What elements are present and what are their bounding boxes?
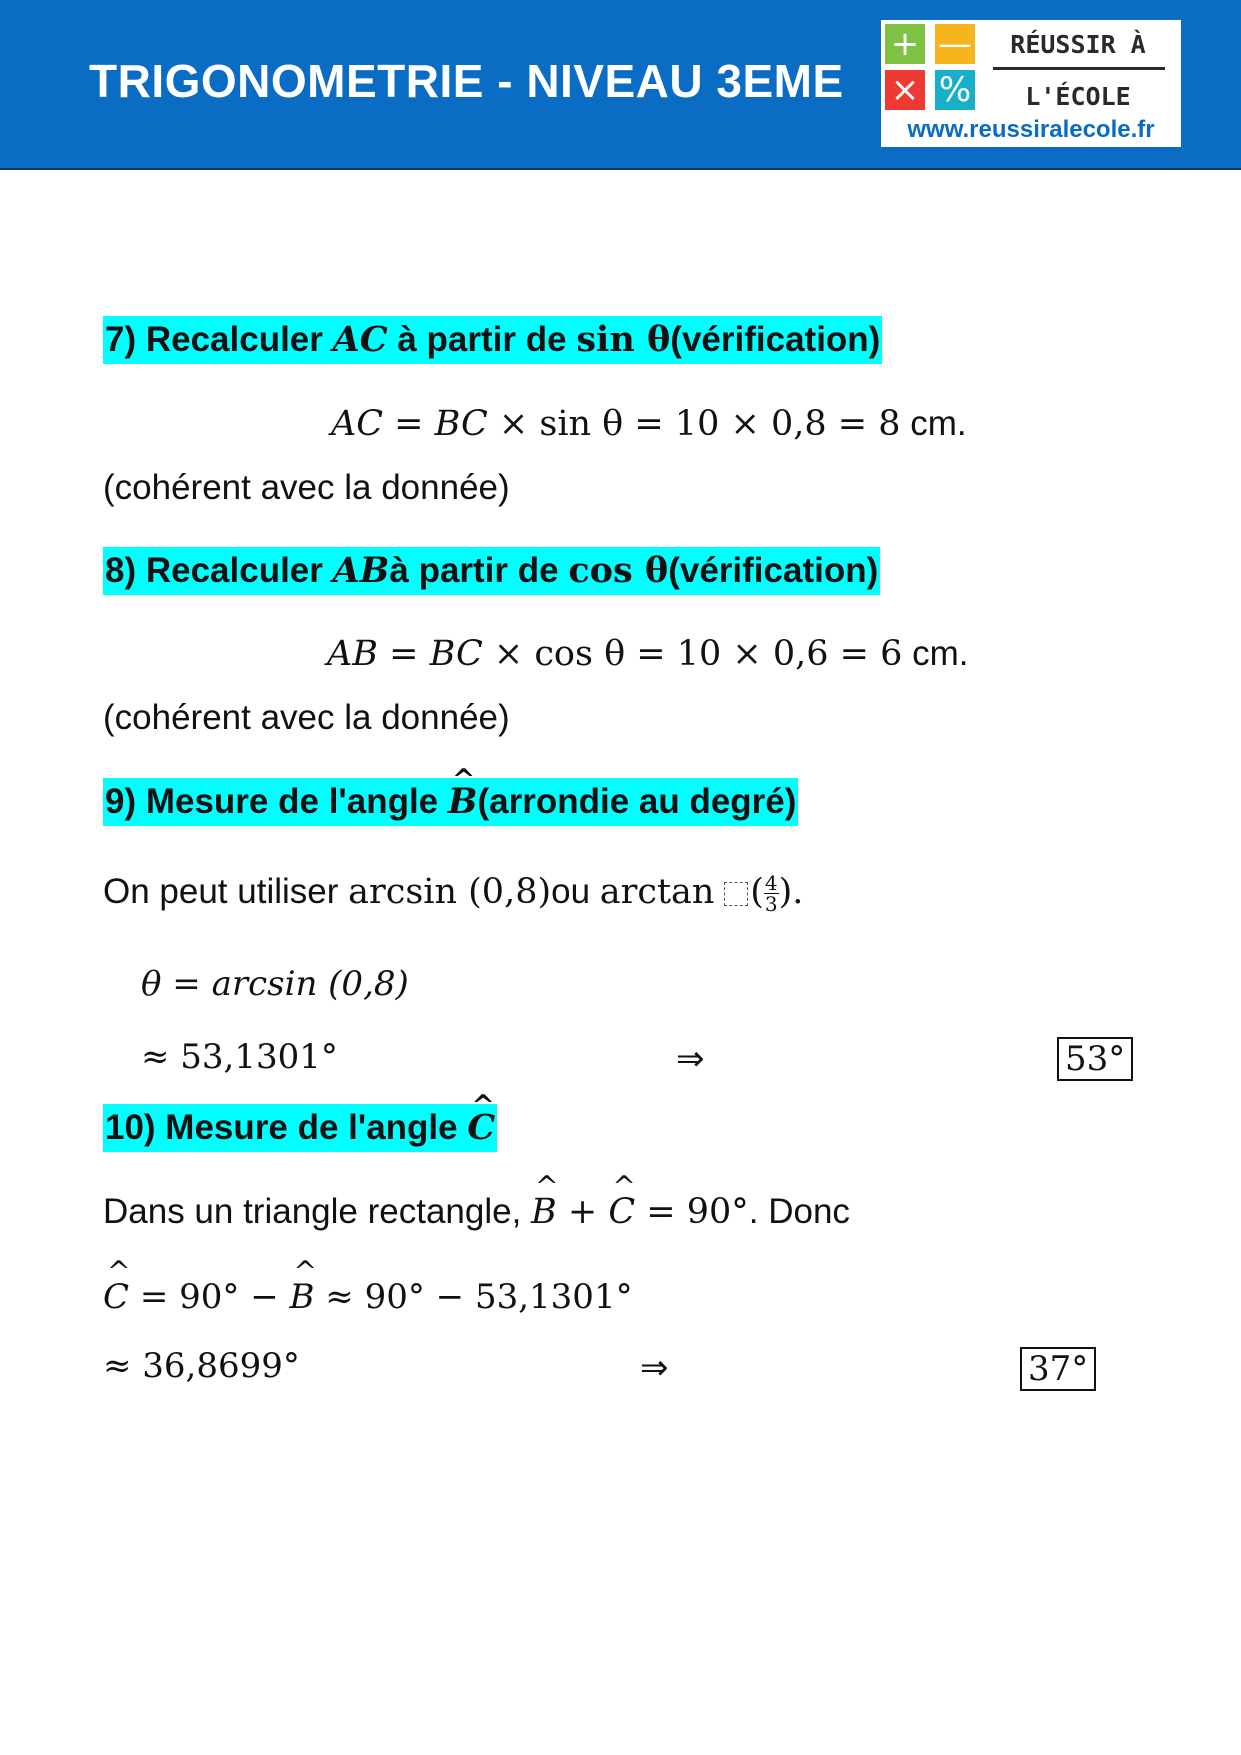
times-icon: × bbox=[885, 70, 925, 110]
angle-b-hat: ^ B bbox=[448, 778, 478, 826]
site-logo bbox=[881, 20, 1181, 147]
section-8-equation: AB = BC × cos θ = 10 × 0,6 = 6 cm. bbox=[327, 634, 969, 674]
implies-arrow-icon: ⇒ bbox=[640, 1348, 669, 1388]
section-10-result: 37° bbox=[1020, 1347, 1096, 1391]
section-10-intro: Dans un triangle rectangle, ^ B + ^ C = 90°. Donc bbox=[103, 1192, 850, 1232]
section-7-heading: 7) Recalculer AC à partir de sin θ(vérification) bbox=[103, 316, 882, 364]
fraction-4-3: $\frac{4}{3}$ bbox=[764, 871, 778, 917]
section-9-line1: θ = arcsin (0,8) bbox=[141, 964, 409, 1004]
fn-cos: cos θ bbox=[568, 550, 669, 591]
var-ab: AB bbox=[332, 550, 390, 591]
logo-text-line1: RÉUSSIR À bbox=[1010, 30, 1146, 59]
section-8-note: (cohérent avec la donnée) bbox=[103, 698, 510, 737]
section-9-heading: 9) Mesure de l'angle ^ B(arrondie au degré) bbox=[103, 778, 798, 826]
section-7-equation: AC = BC × sin θ = 10 × 0,8 = 8 cm. bbox=[331, 404, 967, 444]
section-9-result: 53° bbox=[1057, 1037, 1133, 1081]
section-9-intro: On peut utiliser arcsin (0,8)ou arctan ( $\frac{4}{3}$ ). bbox=[103, 871, 804, 917]
percent-icon: % bbox=[935, 70, 975, 110]
placeholder-box-icon bbox=[724, 882, 748, 906]
section-7-note: (cohérent avec la donnée) bbox=[103, 468, 510, 507]
minus-icon: — bbox=[935, 24, 975, 64]
logo-text-line2: L'ÉCOLE bbox=[1025, 82, 1131, 111]
logo-url: www.reussiralecole.fr bbox=[907, 116, 1155, 143]
section-8-heading: 8) Recalculer ABà partir de cos θ(vérification) bbox=[103, 547, 880, 595]
section-9-line2: ≈ 53,1301° bbox=[141, 1037, 338, 1077]
section-10-line2: ≈ 36,8699° bbox=[103, 1346, 300, 1386]
plus-icon: + bbox=[885, 24, 925, 64]
angle-c-hat: ^ C bbox=[467, 1104, 495, 1152]
section-10-heading: 10) Mesure de l'angle ^ C bbox=[103, 1104, 497, 1152]
page-title: TRIGONOMETRIE - NIVEAU 3EME bbox=[89, 55, 844, 107]
fn-sin: sin θ bbox=[576, 319, 671, 360]
page-header bbox=[0, 0, 1241, 170]
implies-arrow-icon: ⇒ bbox=[676, 1039, 705, 1079]
var-ac: AC bbox=[332, 319, 388, 360]
logo-divider bbox=[993, 67, 1165, 70]
section-10-line1: ^ C = 90° − ^ B ≈ 90° − 53,1301° bbox=[103, 1277, 633, 1317]
